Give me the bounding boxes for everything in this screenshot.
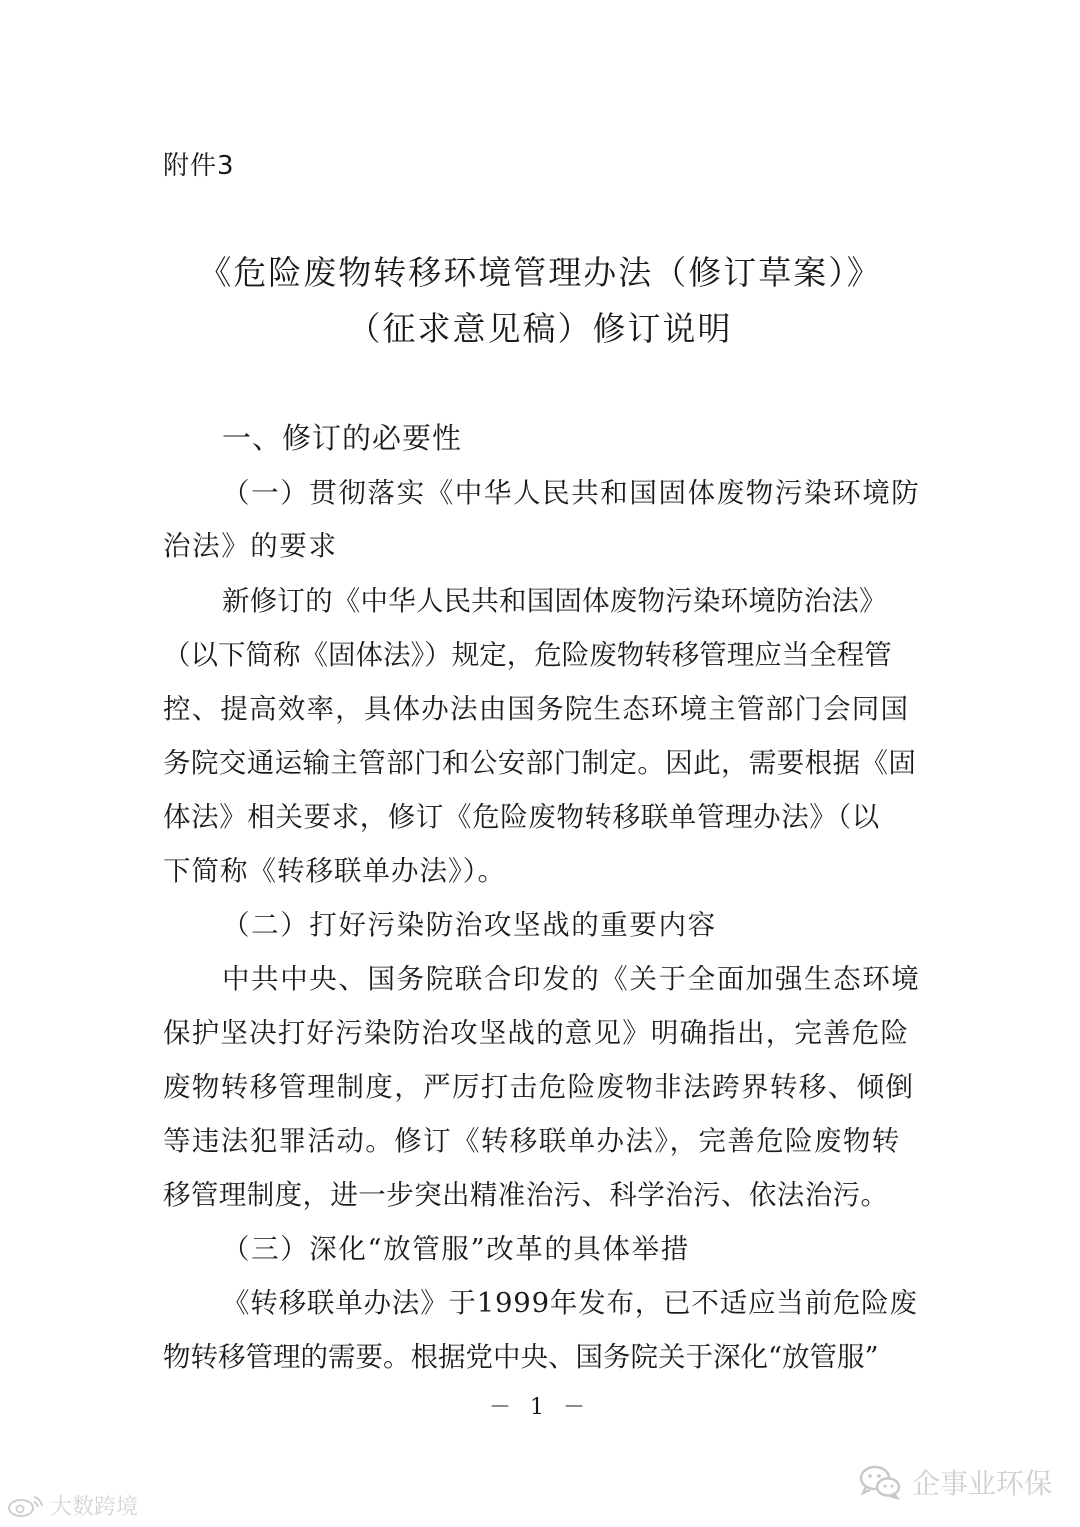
document-title-line1: 《危险废物转移环境管理办法（修订草案）》 <box>198 253 882 292</box>
paragraph-1-line5: 体法》相关要求，修订《危险废物转移联单管理办法》（以 <box>163 801 880 833</box>
paragraph-1-line3: 控、提高效率，具体办法由国务院生态环境主管部门会同国 <box>163 693 910 725</box>
watermark-right-text: 企事业环保 <box>911 1467 1052 1500</box>
paragraph-2-line3: 废物转移管理制度，严厉打击危险废物非法跨界转移、倾倒 <box>163 1071 915 1103</box>
weibo-logo-icon <box>6 1493 46 1519</box>
paragraph-2-line2: 保护坚决打好污染防治攻坚战的意见》明确指出，完善危险 <box>163 1017 910 1049</box>
paragraph-1-line2: （以下简称《固体法》）规定，危险废物转移管理应当全程管 <box>163 639 892 671</box>
watermark-left <box>6 1490 138 1521</box>
watermark-left-text: 大数跨境 <box>50 1495 139 1520</box>
subheading-1-line1: （一）贯彻落实《中华人民共和国固体废物污染环境防 <box>222 477 921 509</box>
subheading-2: （二）打好污染防治攻坚战的重要内容 <box>222 909 717 941</box>
paragraph-2-line5: 移管理制度，进一步突出精准治污、科学治污、依法治污。 <box>163 1179 889 1211</box>
page-number: － 1 － <box>489 1395 591 1420</box>
paragraph-2-line4: 等违法犯罪活动。修订《转移联单办法》，完善危险废物转 <box>163 1125 901 1157</box>
subheading-1-line2: 治法》的要求 <box>163 530 338 562</box>
section-heading-necessity: 一、修订的必要性 <box>222 421 463 455</box>
subheading-3: （三）深化“放管服”改革的具体举措 <box>222 1233 690 1265</box>
paragraph-2-line1: 中共中央、国务院联合印发的《关于全面加强生态环境 <box>222 963 921 995</box>
paragraph-1-line6: 下简称《转移联单办法》）。 <box>163 855 506 887</box>
paragraph-1-line4: 务院交通运输主管部门和公安部门制定。因此，需要根据《固 <box>163 747 917 779</box>
document-title-line2: （征求意见稿）修订说明 <box>347 309 733 348</box>
paragraph-3-line1: 《转移联单办法》于1999年发布，已不适应当前危险废 <box>222 1287 918 1319</box>
paragraph-3-line2: 物转移管理的需要。根据党中央、国务院关于深化“放管服” <box>163 1341 879 1373</box>
paragraph-1-line1: 新修订的《中华人民共和国固体废物污染环境防治法》 <box>222 585 887 617</box>
watermark-right <box>858 1462 1052 1502</box>
attachment-label: 附件3 <box>163 151 235 181</box>
wechat-logo-icon <box>858 1464 902 1500</box>
